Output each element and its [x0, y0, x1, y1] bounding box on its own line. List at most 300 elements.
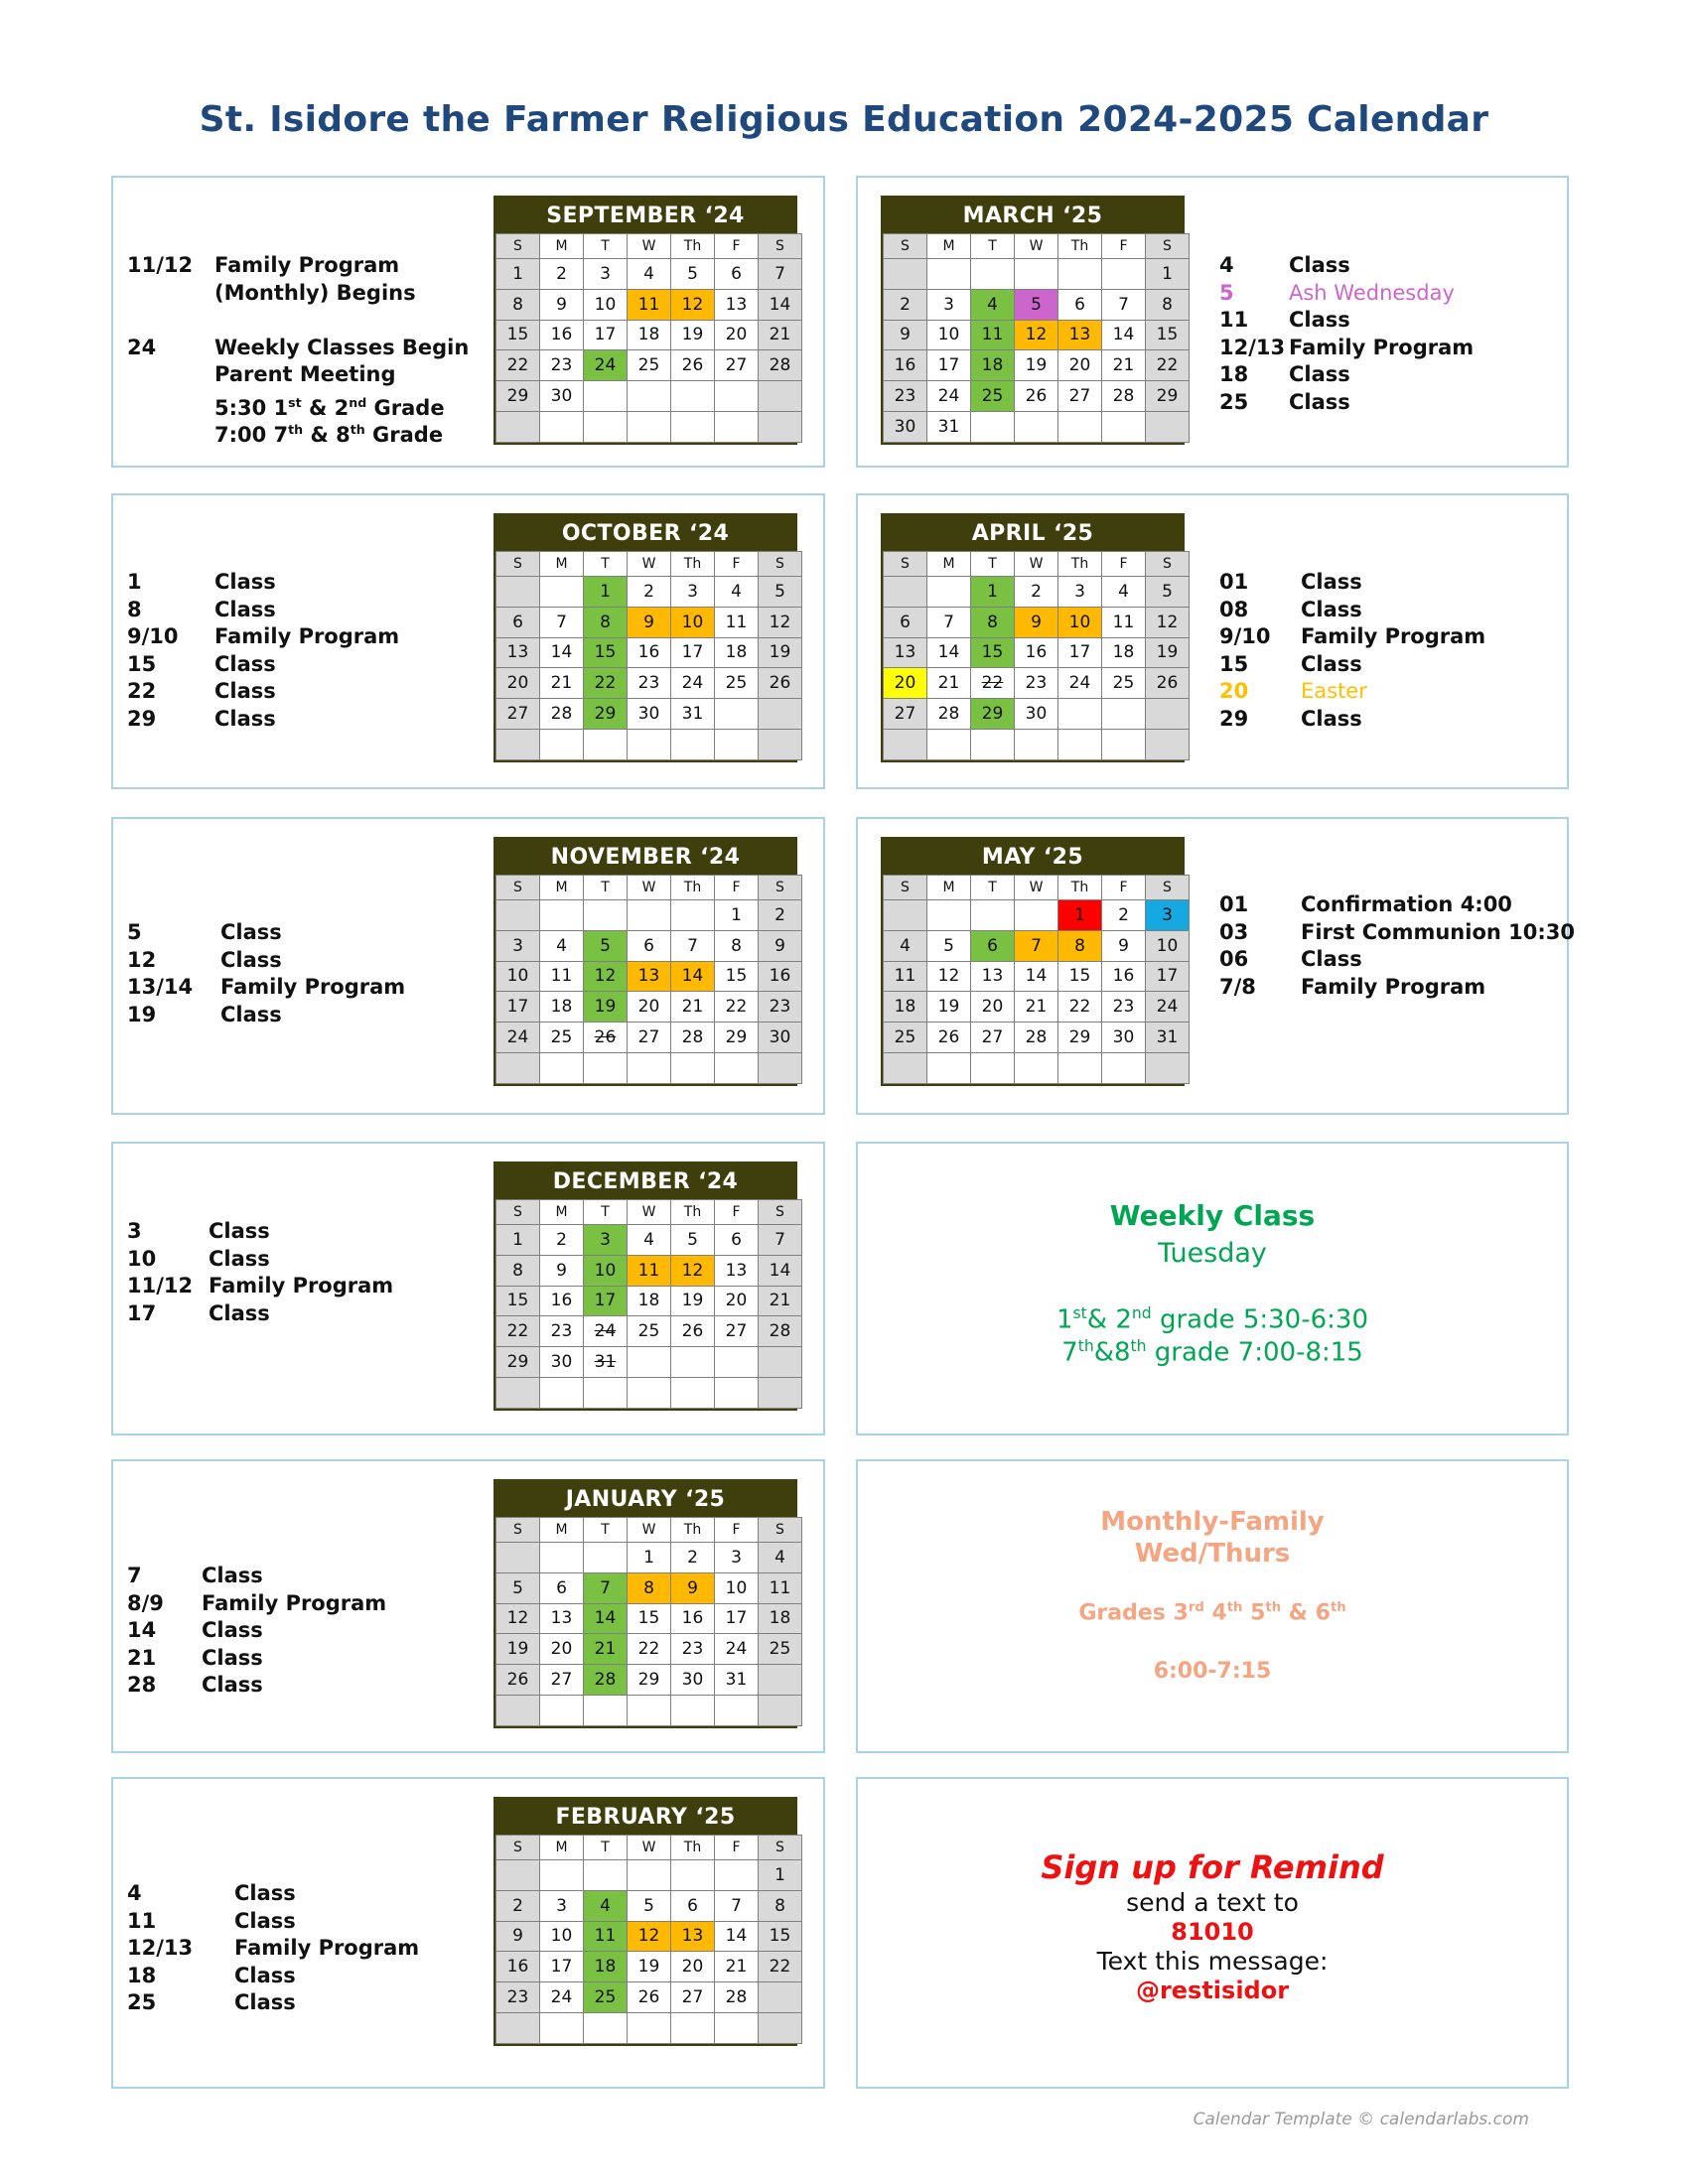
remind-heading: Sign up for Remind [1041, 1848, 1384, 1886]
calendar-april [881, 513, 1185, 762]
day-cell: 17 [584, 320, 628, 350]
day-cell: 5 [1146, 577, 1190, 608]
day-cell: 9 [671, 1572, 715, 1603]
empty-cell [584, 381, 628, 412]
day-cell: 24 [496, 1023, 540, 1053]
month-grid [495, 551, 802, 760]
event-date: 08 [1219, 597, 1249, 621]
day-cell: 7 [715, 1890, 759, 1921]
day-cell: 22 [496, 1316, 540, 1347]
day-cell: 27 [715, 350, 759, 381]
empty-cell [759, 1052, 802, 1083]
day-cell: 20 [715, 320, 759, 350]
day-cell: 8 [496, 1255, 540, 1286]
weekday-header: F [715, 1200, 759, 1225]
weekday-header: S [496, 1518, 540, 1543]
day-cell: 6 [715, 259, 759, 290]
event-date: 19 [127, 1002, 157, 1026]
empty-cell [1015, 900, 1058, 931]
weekly-class-line1: 1st& 2nd grade 5:30-6:30 [1056, 1304, 1368, 1335]
weekday-header: S [884, 552, 927, 577]
weekly-class-day: Tuesday [1158, 1238, 1267, 1269]
day-cell: 30 [884, 411, 927, 442]
day-cell: 9 [884, 320, 927, 350]
empty-cell [1102, 1052, 1146, 1083]
day-cell: 27 [884, 699, 927, 730]
month-grid [495, 1517, 802, 1726]
weekday-header: Th [671, 1836, 715, 1860]
day-cell: 12 [671, 1255, 715, 1286]
event-text: Class [1301, 597, 1362, 621]
day-cell: 4 [1102, 577, 1146, 608]
day-cell: 5 [1015, 289, 1058, 320]
day-cell: 4 [971, 289, 1015, 320]
day-cell: 11 [628, 289, 671, 320]
day-cell: 6 [628, 930, 671, 961]
empty-cell [540, 2012, 584, 2043]
day-cell: 8 [496, 289, 540, 320]
remind-line2: Text this message: [1096, 1947, 1329, 1976]
day-cell: 19 [584, 992, 628, 1023]
day-cell: 3 [584, 1225, 628, 1256]
day-cell: 16 [884, 350, 927, 381]
weekday-header: S [759, 1200, 802, 1225]
day-cell: 19 [927, 992, 971, 1023]
empty-cell [1015, 259, 1058, 290]
day-cell: 3 [927, 289, 971, 320]
weekday-header: M [540, 1836, 584, 1860]
event-text: Class [1301, 570, 1362, 594]
calendar-march [881, 196, 1185, 445]
day-cell: 16 [540, 320, 584, 350]
event-date: 12/13 [127, 1936, 194, 1960]
day-cell: 28 [540, 699, 584, 730]
day-cell: 25 [628, 350, 671, 381]
empty-cell [1102, 411, 1146, 442]
event-date: 13/14 [127, 975, 194, 999]
day-cell: 1 [1146, 259, 1190, 290]
day-cell: 27 [628, 1023, 671, 1053]
empty-cell [971, 900, 1015, 931]
empty-cell [759, 699, 802, 730]
weekday-header: F [715, 552, 759, 577]
event-date: 9/10 [127, 624, 179, 648]
day-cell: 26 [759, 668, 802, 699]
day-cell: 14 [1102, 320, 1146, 350]
day-cell: 31 [715, 1665, 759, 1696]
weekday-header: S [884, 876, 927, 900]
day-cell: 28 [715, 1982, 759, 2013]
day-cell: 20 [540, 1634, 584, 1665]
weekday-header: S [759, 234, 802, 259]
weekday-header: T [584, 1518, 628, 1543]
empty-cell [1102, 699, 1146, 730]
empty-cell [496, 900, 540, 931]
calendar-may [881, 837, 1185, 1086]
weekday-header: M [927, 876, 971, 900]
day-cell: 10 [715, 1572, 759, 1603]
day-cell: 23 [671, 1634, 715, 1665]
empty-cell [496, 1377, 540, 1408]
day-cell: 27 [540, 1665, 584, 1696]
day-cell: 23 [628, 668, 671, 699]
event-text: 7:00 7th & 8th Grade [214, 422, 444, 447]
day-cell: 23 [496, 1982, 540, 2013]
empty-cell [584, 1052, 628, 1083]
event-date: 22 [127, 679, 157, 703]
day-cell: 18 [971, 350, 1015, 381]
day-cell: 29 [1058, 1023, 1102, 1053]
day-cell: 24 [1146, 992, 1190, 1023]
day-cell: 26 [1015, 381, 1058, 412]
calendar-october [493, 513, 797, 762]
day-cell: 3 [496, 930, 540, 961]
day-cell: 2 [496, 1890, 540, 1921]
empty-cell [1015, 411, 1058, 442]
weekday-header: S [759, 552, 802, 577]
day-cell: 9 [496, 1921, 540, 1952]
day-cell: 24 [1058, 668, 1102, 699]
day-cell: 25 [715, 668, 759, 699]
day-cell: 15 [1146, 320, 1190, 350]
day-cell: 14 [927, 637, 971, 668]
event-text: Class [234, 1990, 296, 2014]
day-cell: 26 [496, 1665, 540, 1696]
event-text: Class [1301, 651, 1362, 676]
empty-cell [628, 1695, 671, 1725]
event-text: Class [214, 597, 276, 621]
day-cell: 12 [1015, 320, 1058, 350]
day-cell: 5 [927, 930, 971, 961]
day-cell: 2 [540, 259, 584, 290]
event-text: Family Program [1289, 335, 1475, 359]
empty-cell [628, 900, 671, 931]
day-cell: 28 [759, 350, 802, 381]
weekday-header: F [715, 876, 759, 900]
day-cell: 6 [971, 930, 1015, 961]
day-cell: 30 [671, 1665, 715, 1696]
day-cell: 11 [971, 320, 1015, 350]
empty-cell [759, 1695, 802, 1725]
empty-cell [671, 1347, 715, 1378]
day-cell: 20 [628, 992, 671, 1023]
day-cell: 8 [759, 1890, 802, 1921]
day-cell: 20 [671, 1952, 715, 1982]
day-cell: 25 [628, 1316, 671, 1347]
event-date: 01 [1219, 570, 1249, 594]
day-cell: 1 [628, 1543, 671, 1573]
day-cell: 29 [496, 1347, 540, 1378]
calendar-january [493, 1479, 797, 1728]
day-cell: 31 [927, 411, 971, 442]
day-cell: 3 [715, 1543, 759, 1573]
empty-cell [1102, 729, 1146, 759]
event-text: Class [1289, 389, 1350, 414]
weekday-header: S [496, 1200, 540, 1225]
empty-cell [671, 381, 715, 412]
empty-cell [628, 1377, 671, 1408]
day-cell: 19 [759, 637, 802, 668]
empty-cell [927, 900, 971, 931]
day-cell: 7 [759, 259, 802, 290]
day-cell: 20 [715, 1286, 759, 1316]
empty-cell [584, 729, 628, 759]
empty-cell [1146, 1052, 1190, 1083]
weekly-class-line2: 7th&8th grade 7:00-8:15 [1061, 1336, 1363, 1368]
day-cell: 28 [927, 699, 971, 730]
empty-cell [759, 381, 802, 412]
empty-cell [715, 1377, 759, 1408]
month-header: DECEMBER ‘24 [495, 1163, 795, 1199]
empty-cell [1146, 411, 1190, 442]
day-cell: 2 [628, 577, 671, 608]
empty-cell [671, 900, 715, 931]
event-date: 25 [1219, 389, 1249, 414]
weekday-header: S [1146, 234, 1190, 259]
event-date: 8 [127, 597, 142, 621]
day-cell: 10 [1058, 607, 1102, 637]
event-date: 7/8 [1219, 974, 1256, 999]
event-text: Family Program [1301, 974, 1486, 999]
day-cell: 1 [1058, 900, 1102, 931]
empty-cell [496, 1695, 540, 1725]
day-cell: 4 [584, 1890, 628, 1921]
day-cell: 19 [671, 320, 715, 350]
day-cell: 17 [1058, 637, 1102, 668]
weekday-header: T [584, 234, 628, 259]
day-cell: 26 [584, 1023, 628, 1053]
page-title: St. Isidore the Farmer Religious Education 2024-2025 Calendar [199, 99, 1489, 140]
weekday-header: M [540, 1518, 584, 1543]
day-cell: 15 [628, 1603, 671, 1634]
weekday-header: S [496, 552, 540, 577]
event-text: Ash Wednesday [1289, 280, 1455, 305]
empty-cell [671, 1695, 715, 1725]
empty-cell [584, 2012, 628, 2043]
day-cell: 2 [884, 289, 927, 320]
weekday-header: S [496, 1836, 540, 1860]
day-cell: 15 [715, 961, 759, 992]
day-cell: 15 [584, 637, 628, 668]
event-text: Class [214, 651, 276, 676]
event-date: 01 [1219, 892, 1249, 916]
empty-cell [884, 900, 927, 931]
day-cell: 7 [671, 930, 715, 961]
empty-cell [759, 411, 802, 442]
day-cell: 23 [759, 992, 802, 1023]
empty-cell [759, 1982, 802, 2013]
empty-cell [1015, 729, 1058, 759]
month-grid [495, 233, 802, 443]
weekday-header: S [1146, 876, 1190, 900]
empty-cell [759, 1347, 802, 1378]
empty-cell [1058, 411, 1102, 442]
weekday-header: F [1102, 234, 1146, 259]
day-cell: 16 [1015, 637, 1058, 668]
day-cell: 18 [628, 1286, 671, 1316]
empty-cell [671, 2012, 715, 2043]
empty-cell [540, 1052, 584, 1083]
event-date: 11/12 [127, 253, 194, 277]
day-cell: 10 [540, 1921, 584, 1952]
day-cell: 6 [540, 1572, 584, 1603]
event-text: Class [209, 1246, 270, 1271]
empty-cell [584, 1543, 628, 1573]
day-cell: 28 [1015, 1023, 1058, 1053]
day-cell: 7 [759, 1225, 802, 1256]
empty-cell [628, 1347, 671, 1378]
month-header: SEPTEMBER ‘24 [495, 198, 795, 233]
day-cell: 17 [584, 1286, 628, 1316]
day-cell: 29 [628, 1665, 671, 1696]
weekday-header: Th [671, 1200, 715, 1225]
empty-cell [584, 1695, 628, 1725]
event-text: Class [202, 1618, 263, 1642]
day-cell: 4 [628, 1225, 671, 1256]
weekday-header: S [759, 1836, 802, 1860]
day-cell: 10 [496, 961, 540, 992]
weekday-header: W [1015, 234, 1058, 259]
day-cell: 20 [971, 992, 1015, 1023]
event-text: Class [202, 1673, 263, 1697]
event-text: Class [202, 1645, 263, 1670]
empty-cell [715, 2012, 759, 2043]
day-cell: 5 [496, 1572, 540, 1603]
month-grid [495, 1835, 802, 2044]
day-cell: 16 [1102, 961, 1146, 992]
day-cell: 9 [1102, 930, 1146, 961]
day-cell: 28 [671, 1023, 715, 1053]
day-cell: 29 [496, 381, 540, 412]
empty-cell [715, 381, 759, 412]
day-cell: 11 [584, 1921, 628, 1952]
weekday-header: T [584, 876, 628, 900]
day-cell: 22 [971, 668, 1015, 699]
day-cell: 26 [927, 1023, 971, 1053]
day-cell: 13 [671, 1921, 715, 1952]
day-cell: 11 [715, 607, 759, 637]
event-date: 15 [1219, 651, 1249, 676]
day-cell: 7 [1102, 289, 1146, 320]
event-date: 06 [1219, 947, 1249, 971]
empty-cell [715, 1052, 759, 1083]
weekday-header: Th [671, 1518, 715, 1543]
day-cell: 6 [884, 607, 927, 637]
event-text: Family Program [202, 1590, 387, 1615]
day-cell: 7 [1015, 930, 1058, 961]
empty-cell [540, 411, 584, 442]
day-cell: 25 [584, 1982, 628, 2013]
empty-cell [540, 1377, 584, 1408]
day-cell: 14 [1015, 961, 1058, 992]
day-cell: 5 [671, 1225, 715, 1256]
day-cell: 5 [671, 259, 715, 290]
empty-cell [927, 1052, 971, 1083]
day-cell: 27 [1058, 381, 1102, 412]
day-cell: 14 [671, 961, 715, 992]
event-date: 29 [127, 706, 157, 731]
day-cell: 25 [1102, 668, 1146, 699]
day-cell: 15 [496, 320, 540, 350]
event-text: Class [1289, 253, 1350, 277]
event-date: 9/10 [1219, 624, 1271, 648]
day-cell: 17 [927, 350, 971, 381]
weekday-header: W [628, 1836, 671, 1860]
empty-cell [671, 411, 715, 442]
event-text: Class [1289, 362, 1350, 386]
empty-cell [671, 729, 715, 759]
day-cell: 30 [628, 699, 671, 730]
empty-cell [671, 1860, 715, 1891]
month-grid [883, 551, 1190, 760]
day-cell: 19 [1015, 350, 1058, 381]
weekday-header: Th [1058, 234, 1102, 259]
day-cell: 26 [671, 1316, 715, 1347]
monthly-grades: Grades 3rd 4th 5th & 6th [1078, 1600, 1346, 1626]
day-cell: 5 [628, 1890, 671, 1921]
empty-cell [971, 1052, 1015, 1083]
event-date: 17 [127, 1300, 157, 1325]
monthly-heading-1: Monthly-Family [1100, 1507, 1325, 1537]
weekday-header: S [759, 876, 802, 900]
weekday-header: M [927, 234, 971, 259]
day-cell: 10 [927, 320, 971, 350]
day-cell: 13 [1058, 320, 1102, 350]
event-text: Class [220, 947, 282, 972]
day-cell: 14 [759, 1255, 802, 1286]
day-cell: 13 [540, 1603, 584, 1634]
day-cell: 13 [496, 637, 540, 668]
day-cell: 18 [584, 1952, 628, 1982]
empty-cell [1102, 259, 1146, 290]
empty-cell [927, 729, 971, 759]
weekday-header: S [884, 234, 927, 259]
monthly-family-info [858, 1507, 1567, 1684]
day-cell: 2 [540, 1225, 584, 1256]
weekly-class-info [858, 1199, 1567, 1367]
day-cell: 26 [628, 1982, 671, 2013]
day-cell: 10 [584, 289, 628, 320]
weekday-header: F [1102, 552, 1146, 577]
empty-cell [496, 1860, 540, 1891]
day-cell: 22 [628, 1634, 671, 1665]
day-cell: 21 [1102, 350, 1146, 381]
empty-cell [540, 1543, 584, 1573]
monthly-heading-2: Wed/Thurs [1134, 1539, 1291, 1569]
event-text: Class [234, 1963, 296, 1987]
empty-cell [715, 699, 759, 730]
day-cell: 13 [715, 1255, 759, 1286]
weekday-header: W [628, 552, 671, 577]
day-cell: 24 [584, 1316, 628, 1347]
day-cell: 14 [759, 289, 802, 320]
day-cell: 31 [1146, 1023, 1190, 1053]
day-cell: 21 [715, 1952, 759, 1982]
empty-cell [884, 1052, 927, 1083]
day-cell: 16 [759, 961, 802, 992]
day-cell: 30 [1015, 699, 1058, 730]
day-cell: 13 [628, 961, 671, 992]
empty-cell [540, 1695, 584, 1725]
day-cell: 3 [1146, 900, 1190, 931]
day-cell: 21 [540, 668, 584, 699]
day-cell: 1 [759, 1860, 802, 1891]
day-cell: 5 [584, 930, 628, 961]
day-cell: 8 [1146, 289, 1190, 320]
weekday-header: Th [671, 876, 715, 900]
event-date: 14 [127, 1618, 157, 1642]
day-cell: 9 [1015, 607, 1058, 637]
